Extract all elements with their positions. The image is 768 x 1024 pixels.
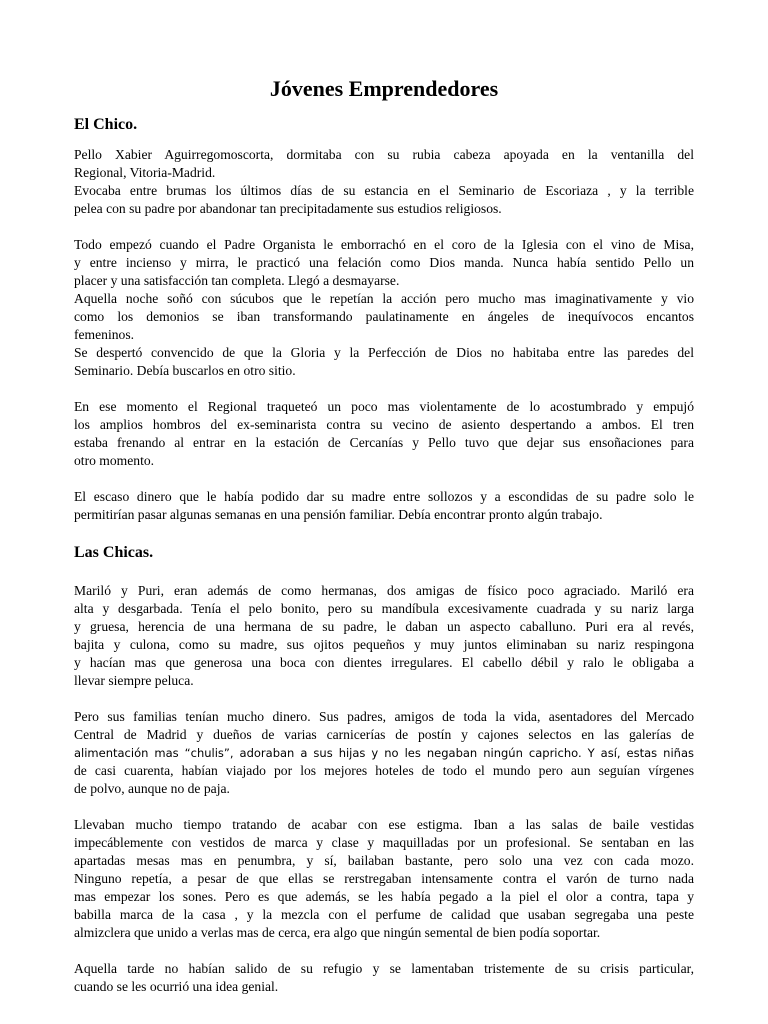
text-line: alta y desgarbada. Tenía el pelo bonito, pero su mandíbula excesivamente cuadrada y su nariz larga bbox=[74, 601, 694, 616]
paragraph bbox=[74, 816, 694, 942]
text-line: Regional, Vitoria-Madrid. bbox=[74, 165, 216, 180]
spacer bbox=[74, 380, 694, 398]
spacer bbox=[74, 218, 694, 236]
text-line: Ninguno repetía, a pesar de que ellas se rerstregaban intensamente contra el varón de turno nada bbox=[74, 871, 694, 886]
text-line: babilla marca de la casa , y la mezcla con el perfume de calidad que usaban segregaba una peste bbox=[74, 907, 694, 922]
spacer bbox=[74, 798, 694, 816]
text-line: almizclera que unido a verlas mas de cerca, era algo que ningún semental de bien podía soportar. bbox=[74, 925, 601, 940]
paragraph bbox=[74, 236, 694, 380]
text-line: bajita y culona, como su madre, sus ojitos pequeños y muy juntos eliminaban su nariz respingona bbox=[74, 637, 694, 652]
spacer bbox=[74, 104, 694, 114]
text-line: estaba frenando al entrar en la estación de Cercanías y Pello tuvo que dejar sus ensoñaciones para bbox=[74, 435, 694, 450]
paragraph bbox=[74, 488, 694, 524]
spacer bbox=[74, 690, 694, 708]
text-line: femeninos. bbox=[74, 327, 135, 342]
text-line: Todo empezó cuando el Padre Organista le emborrachó en el coro de la Iglesia con el vino de Misa, bbox=[74, 237, 694, 252]
text-line: y gruesa, herencia de una hermana de su padre, le daban un aspecto caballuno. Puri era al revés, bbox=[74, 619, 694, 634]
text-line: mas empezar los sones. Pero es que además, se les había pegado a la piel el olor a contra, tapa y bbox=[74, 889, 694, 904]
text-line: de polvo, aunque no de paja. bbox=[74, 781, 230, 796]
text-line: cuando se les ocurrió una idea genial. bbox=[74, 979, 279, 994]
text-line: apartadas mesas mas en penumbra, y sí, bailaban bastante, pero solo una vez con cada mozo. bbox=[74, 853, 694, 868]
document-title: Jóvenes Emprendedores bbox=[269, 76, 499, 101]
text-line: impecáblemente con vestidos de marca y clase y maquilladas por un profesional. Se sentaban en las bbox=[74, 835, 694, 850]
text-line: de casi cuarenta, habían viajado por los mejores hoteles de todo el mundo pero aun seguían vírgenes bbox=[74, 763, 694, 778]
text-line: pelea con su padre por abandonar tan precipitadamente sus estudios religiosos. bbox=[74, 201, 502, 216]
text-line: los amplios hombros del ex-seminarista contra su vecino de asiento despertando a ambos. El tren bbox=[74, 417, 694, 432]
text-line: y entre incienso y mirra, le practicó una felación como Dios manda. Nunca había sentido Pello un bbox=[74, 255, 694, 270]
spacer bbox=[74, 942, 694, 960]
text-line: Pero sus familias tenían mucho dinero. Sus padres, amigos de toda la vida, asentadores del Mercado bbox=[74, 709, 694, 724]
text-line: Aquella noche soñó con súcubos que le repetían la acción pero mucho mas imaginativamente y vio bbox=[74, 291, 694, 306]
spacer bbox=[74, 470, 694, 488]
text-line: otro momento. bbox=[74, 453, 155, 468]
text-line: y hacían mas que generosa una boca con dientes irregulares. El cabello débil y ralo le obligaba a bbox=[74, 655, 694, 670]
text-line: alimentación mas “chulis”, adoraban a sus hijas y no les negaban ningún capricho. Y así, estas niñas bbox=[74, 746, 694, 760]
text-line: como los demonios se iban transformando paulatinamente en ángeles de inequívocos encantos bbox=[74, 309, 694, 324]
text-line: En ese momento el Regional traqueteó un poco mas violentamente de lo acostumbrado y empujó bbox=[74, 399, 694, 414]
text-line: Aquella tarde no habían salido de su refugio y se lamentaban tristemente de su crisis particular, bbox=[74, 961, 694, 976]
paragraph bbox=[74, 146, 694, 218]
text-line: placer y una satisfacción tan completa. Llegó a desmayarse. bbox=[74, 273, 400, 288]
spacer bbox=[74, 564, 694, 582]
text-line: El escaso dinero que le había podido dar su madre entre sollozos y a escondidas de su padre solo le bbox=[74, 489, 694, 504]
spacer bbox=[74, 136, 694, 146]
paragraph bbox=[74, 582, 694, 690]
text-line: Se despertó convencido de que la Gloria y la Perfección de Dios no habitaba entre las paredes del bbox=[74, 345, 694, 360]
document-page bbox=[74, 74, 694, 996]
section-heading-las-chicas: Las Chicas. bbox=[74, 544, 154, 561]
text-line: llevar siempre peluca. bbox=[74, 673, 194, 688]
text-line: permitirían pasar algunas semanas en una pensión familiar. Debía encontrar pronto algún trabajo. bbox=[74, 507, 603, 522]
text-line: Llevaban mucho tiempo tratando de acabar con ese estigma. Iban a las salas de baile vestidas bbox=[74, 817, 694, 832]
paragraph bbox=[74, 398, 694, 470]
text-line: Pello Xabier Aguirregomoscorta, dormitaba con su rubia cabeza apoyada en la ventanilla del bbox=[74, 147, 694, 162]
text-line: Evocaba entre brumas los últimos días de su estancia en el Seminario de Escoriaza , y la terrible bbox=[74, 183, 694, 198]
text-line: Seminario. Debía buscarlos en otro sitio. bbox=[74, 363, 296, 378]
section-heading-el-chico: El Chico. bbox=[74, 116, 138, 133]
text-line: Mariló y Puri, eran además de como hermanas, dos amigas de físico poco agraciado. Mariló era bbox=[74, 583, 694, 598]
paragraph bbox=[74, 960, 694, 996]
text-line: Central de Madrid y dueños de varias carnicerías de postín y cajones selectos en las galerías de bbox=[74, 727, 694, 742]
paragraph bbox=[74, 708, 694, 798]
spacer bbox=[74, 524, 694, 542]
